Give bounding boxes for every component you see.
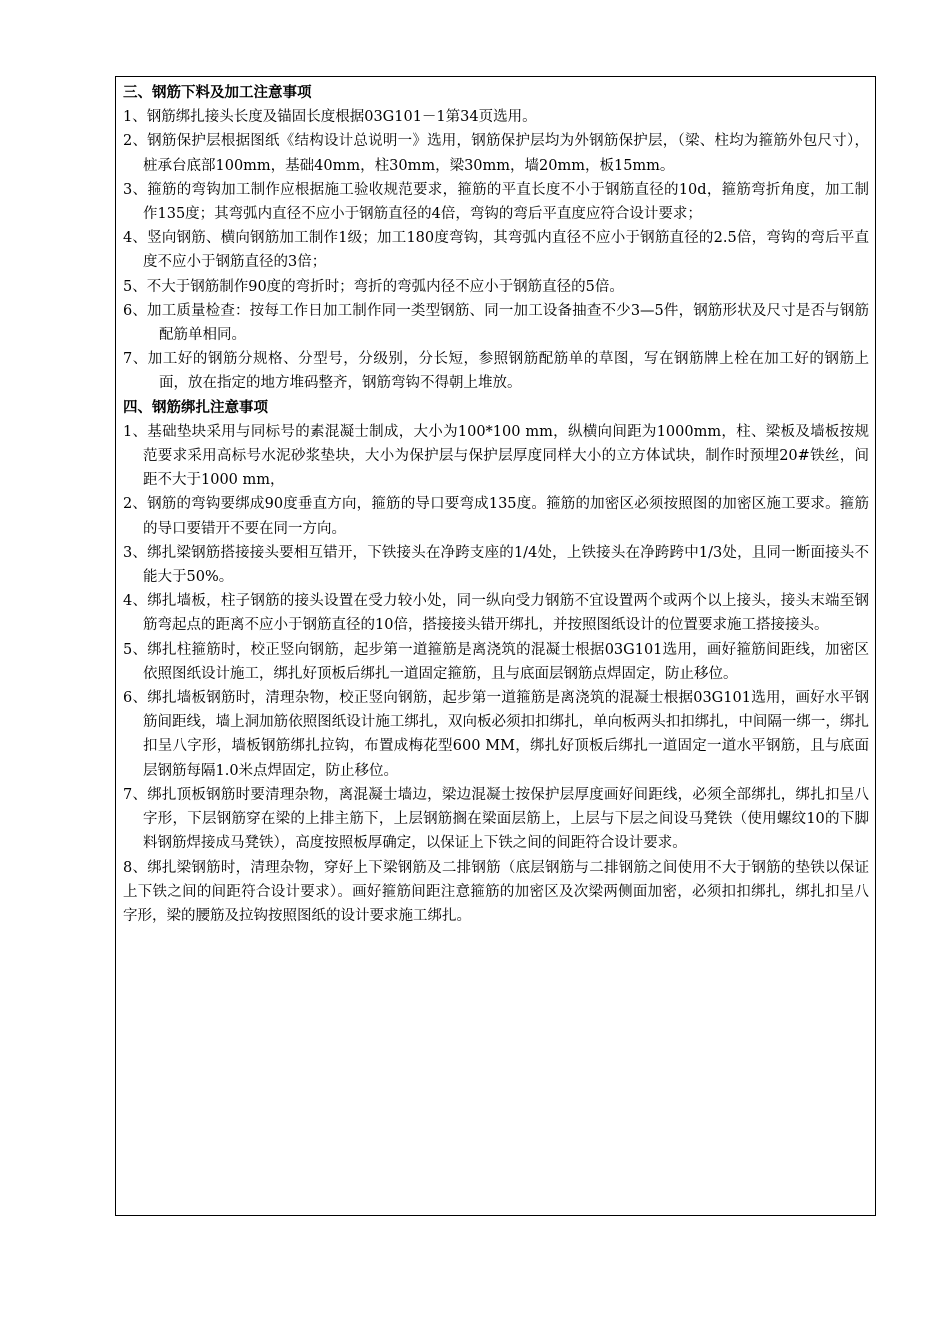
section-4-heading: 四、钢筋绑扎注意事项 <box>123 398 268 416</box>
section-4-item-7: 7、绑扎顶板钢筋时要清理杂物，离混凝士墙边，梁边混凝士按保护层厚度画好间距线，必须全部绑扎，绑扎扣呈八字形，下层钢筋穿在梁的上排主筋下，上层钢筋搁在梁面层筋上，上层与下层之间设马凳铁（使用螺纹10的下脚料钢筋焊接成马凳铁），高度按照板厚确定，以保证上下铁之间的间距符合设计要求。 <box>123 786 869 852</box>
document-content <box>123 81 869 928</box>
section-3-item-2: 2、钢筋保护层根据图纸《结构设计总说明一》选用，钢筋保护层均为外钢筋保护层，（梁、柱均为箍筋外包尺寸），桩承台底部100mm，基础40mm，柱30mm，梁30mm，墙20mm，板15mm。 <box>123 133 869 174</box>
section-3-item-3: 3、箍筋的弯钩加工制作应根据施工验收规范要求，箍筋的平直长度不小于钢筋直径的10d，箍筋弯折角度，加工制作135度；其弯弧内直径不应小于钢筋直径的4倍，弯钩的弯后平直度应符合设计要求； <box>123 181 869 223</box>
section-4-item-3: 3、绑扎梁钢筋搭接接头要相互错开，下铁接头在净跨支座的1/4处，上铁接头在净跨跨中1/3处，且同一断面接头不能大于50%。 <box>123 544 869 586</box>
section-3-item-1: 1、钢筋绑扎接头长度及锚固长度根据03G101－1第34页选用。 <box>123 109 537 126</box>
section-3-item-4: 4、竖向钢筋、横向钢筋加工制作1级；加工180度弯钩，其弯弧内直径不应小于钢筋直径的2.5倍，弯钩的弯后平直度不应小于钢筋直径的3倍； <box>123 230 869 271</box>
section-4-item-2: 2、钢筋的弯钩要绑成90度垂直方向，箍筋的导口要弯成135度。箍筋的加密区必须按照图的加密区施工要求。箍筋的导口要错开不要在同一方向。 <box>123 496 869 537</box>
section-4-item-8: 8、绑扎梁钢筋时，清理杂物，穿好上下梁钢筋及二排钢筋（底层钢筋与二排钢筋之间使用不大于钢筋的垫铁以保证上下铁之间的间距符合设计要求）。画好箍筋间距注意箍筋的加密区及次梁两侧面加密，必须扣扣绑扎，绑扎扣呈八字形，梁的腰筋及拉钩按照图纸的设计要求施工绑扎。 <box>123 859 869 924</box>
section-4-item-6: 6、绑扎墙板钢筋时，清理杂物，校正竖向钢筋，起步第一道箍筋是离浇筑的混凝士根据03G101选用，画好水平钢筋间距线，墙上洞加筋依照图纸设计施工绑扎，双向板必须扣扣绑扎，单向板两头扣扣绑扎，中间隔一绑一，绑扎扣呈八字形，墙板钢筋绑扎拉钩，布置成梅花型600 MM，绑扎好顶板后绑扎一道固定一道水平钢筋，且与底面层钢筋每隔1.0米点焊固定，防止移位。 <box>123 690 869 779</box>
section-4-item-5: 5、绑扎柱箍筋时，校正竖向钢筋，起步第一道箍筋是离浇筑的混凝士根据03G101选用，画好箍筋间距线，加密区依照图纸设计施工，绑扎好顶板后绑扎一道固定箍筋，且与底面层钢筋点焊固定，防止移位。 <box>123 641 869 682</box>
section-4-item-1: 1、基础垫块采用与同标号的素混凝士制成，大小为100*100 mm，纵横向间距为1000mm，柱、梁板及墙板按规范要求采用高标号水泥砂浆垫块，大小为保护层与保护层厚度同样大小的立方体试块，制作时预埋20#铁丝，间距不大于1000 mm， <box>123 423 869 489</box>
document-frame <box>115 76 876 1216</box>
section-3-item-6: 6、加工质量检查：按每工作日加工制作同一类型钢筋、同一加工设备抽查不少3—5件，钢筋形状及尺寸是否与钢筋配筋单相同。 <box>123 302 869 344</box>
section-3-item-7: 7、加工好的钢筋分规格、分型号，分级别，分长短，参照钢筋配筋单的草图，写在钢筋牌上栓在加工好的钢筋上面，放在指定的地方堆码整齐，钢筋弯钩不得朝上堆放。 <box>123 351 869 392</box>
section-4-item-4: 4、绑扎墙板，柱子钢筋的接头设置在受力较小处，同一纵向受力钢筋不宜设置两个或两个以上接头，接头末端至钢筋弯起点的距离不应小于钢筋直径的10倍，搭接接头错开绑扎，并按照图纸设计的位置要求施工搭接接头。 <box>123 593 869 634</box>
section-3-item-5: 5、不大于钢筋制作90度的弯折时；弯折的弯弧内径不应小于钢筋直径的5倍。 <box>123 278 624 295</box>
section-3-heading: 三、钢筋下料及加工注意事项 <box>123 84 312 101</box>
